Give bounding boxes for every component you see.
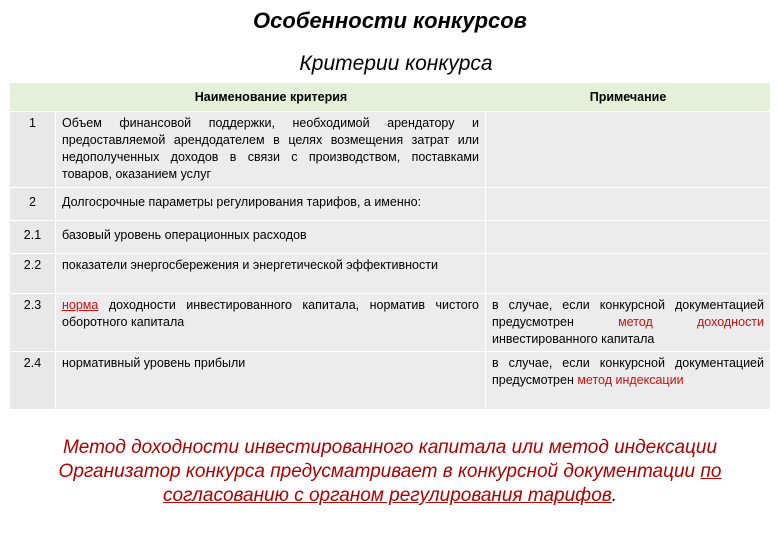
criterion-note (486, 188, 770, 221)
table-row (10, 352, 770, 410)
page-title: Особенности конкурсов (253, 8, 527, 33)
row-number: 2 (10, 188, 56, 221)
table-header-row (10, 83, 770, 112)
table-row (10, 188, 770, 221)
criterion-note (486, 112, 770, 188)
page-subtitle: Критерии конкурса (299, 52, 493, 75)
note-text: в случае, если конкурсной документацией предусмотрен (492, 298, 764, 329)
row-number: 2.4 (10, 352, 56, 410)
criterion-name: Долгосрочные параметры регулирования тарифов, а именно: (56, 188, 486, 221)
criteria-table (10, 83, 770, 410)
criterion-name: нормативный уровень прибыли (56, 352, 486, 410)
table-row (10, 221, 770, 254)
row-number: 2.2 (10, 254, 56, 294)
criterion-name: базовый уровень операционных расходов (56, 221, 486, 254)
footer-end: . (611, 485, 618, 506)
table-row (10, 112, 770, 188)
table-row (10, 254, 770, 294)
table-row (10, 294, 770, 352)
note-method: метод индексации (577, 373, 684, 387)
note-text-end: инвестированного капитала (492, 332, 655, 346)
criterion-note (486, 221, 770, 254)
criterion-name (56, 294, 486, 352)
criterion-note (486, 352, 770, 410)
footer-underlined: по согласованию с органом регулирования тарифов (162, 461, 722, 506)
header-name: Наименование критерия (56, 83, 486, 112)
criterion-note (486, 294, 770, 352)
criterion-note (486, 254, 770, 294)
criterion-name-rest: доходности инвестированного капитала, норматив чистого оборотного капитала (62, 298, 479, 329)
note-method: метод доходности (618, 315, 764, 329)
row-number: 2.3 (10, 294, 56, 352)
norm-link[interactable]: норма (62, 298, 99, 312)
row-number: 2.1 (10, 221, 56, 254)
header-note: Примечание (486, 83, 770, 112)
criterion-name: Объем финансовой поддержки, необходимой арендатору и предоставляемой арендодателем в целях возмещения затрат или недополученных доходов в связи с производством, поставками товаров, оказанием услуг (56, 112, 486, 188)
footer-note (30, 436, 750, 508)
footer-text: Метод доходности инвестированного капитала или метод индексации Организатор конкурса предусматривает в конкурсной документации (58, 437, 718, 482)
note-text: в случае, если конкурсной документацией предусмотрен (492, 356, 764, 387)
criterion-name: показатели энергосбережения и энергетической эффективности (56, 254, 486, 294)
row-number: 1 (10, 112, 56, 188)
